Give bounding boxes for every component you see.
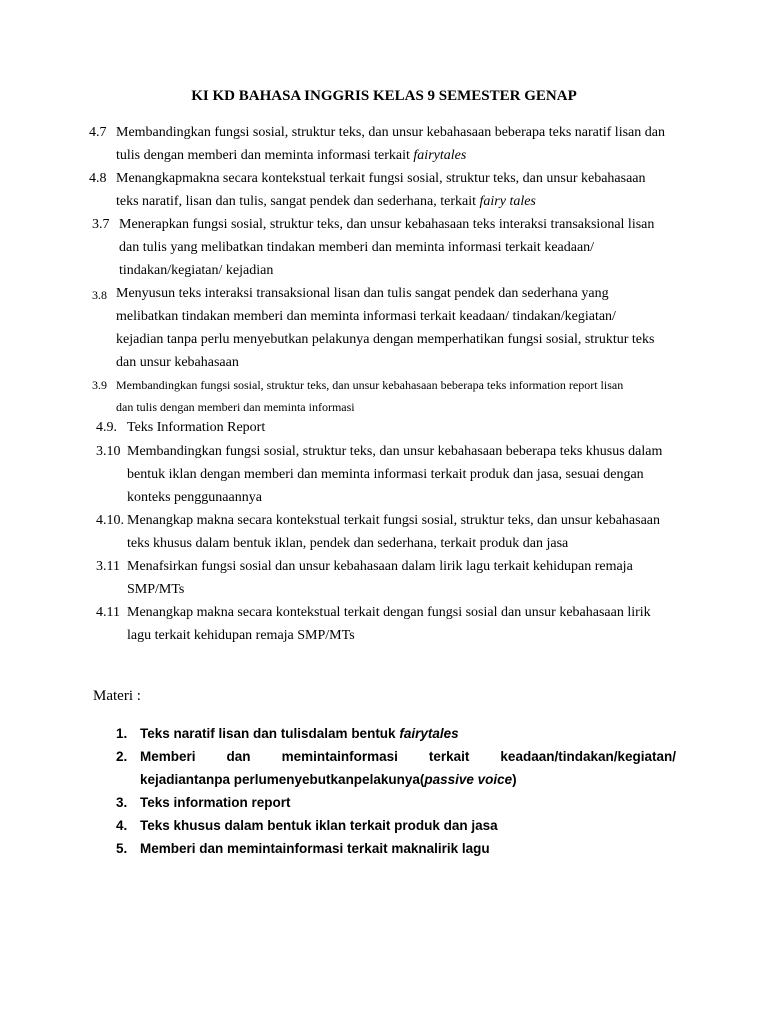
kd-line: Teks Information Report bbox=[127, 420, 266, 435]
list-item bbox=[116, 745, 676, 791]
kd-item-4-10 bbox=[96, 509, 660, 555]
kd-number: 4.8 bbox=[89, 171, 107, 186]
materi-list bbox=[116, 722, 676, 860]
kd-number: 3.10 bbox=[96, 444, 121, 459]
kd-line: Menyusun teks interaksi transaksional lisan dan tulis sangat pendek dan sederhana yang bbox=[116, 286, 609, 301]
kd-item-3-11 bbox=[96, 555, 633, 601]
materi-heading: Materi : bbox=[93, 688, 141, 704]
kd-number: 4.10. bbox=[96, 513, 124, 528]
kd-item-3-9 bbox=[92, 374, 623, 418]
kd-line: Membandingkan fungsi sosial, struktur teks, dan unsur kebahasaan beberapa teks naratif lisan dan bbox=[116, 125, 665, 140]
list-item bbox=[116, 837, 676, 860]
kd-number: 4.7 bbox=[89, 125, 107, 140]
kd-number: 3.7 bbox=[92, 217, 110, 232]
kd-item-4-8 bbox=[89, 167, 646, 213]
kd-line: dan unsur kebahasaan bbox=[116, 355, 239, 370]
kd-item-3-10 bbox=[96, 440, 662, 509]
justified-line bbox=[140, 745, 676, 768]
kd-line: teks khusus dalam bentuk iklan, pendek dan sederhana, terkait produk dan jasa bbox=[127, 536, 569, 551]
list-text: Teks information report bbox=[140, 795, 291, 810]
kd-item-4-11 bbox=[96, 601, 651, 647]
kd-item-4-7 bbox=[89, 121, 665, 167]
list-emphasis: passive voice bbox=[424, 772, 513, 787]
list-word: Memberi bbox=[140, 749, 196, 764]
list-text: kejadiantanpa perlumenyebutkanpelakunya( bbox=[140, 772, 425, 787]
list-number: 5. bbox=[116, 841, 128, 856]
kd-line: SMP/MTs bbox=[127, 582, 185, 597]
kd-line: Menerapkan fungsi sosial, struktur teks, dan unsur kebahasaan teks interaksi transaksional lisan bbox=[119, 217, 655, 232]
kd-number: 4.9. bbox=[96, 420, 117, 435]
kd-line: dan tulis yang melibatkan tindakan memberi dan meminta informasi terkait keadaan/ bbox=[119, 240, 595, 255]
page-title: KI KD BAHASA INGGRIS KELAS 9 SEMESTER GENAP bbox=[191, 88, 577, 104]
kd-number: 3.8 bbox=[92, 288, 107, 302]
kd-emphasis: fairytales bbox=[413, 148, 467, 163]
list-item bbox=[116, 791, 676, 814]
kd-line: Membandingkan fungsi sosial, struktur teks, dan unsur kebahasaan beberapa teks khusus dalam bbox=[127, 444, 663, 459]
kd-line: kejadian tanpa perlu menyebutkan pelakunya dengan memperhatikan fungsi sosial, struktur teks bbox=[116, 332, 655, 347]
kd-number: 3.9 bbox=[92, 378, 107, 392]
list-emphasis: fairytales bbox=[399, 726, 459, 741]
list-item bbox=[116, 814, 676, 837]
list-word: keadaan/tindakan/kegiatan/ bbox=[500, 749, 676, 764]
kd-line: tindakan/kegiatan/ kejadian bbox=[119, 263, 274, 278]
kd-emphasis: fairy tales bbox=[479, 194, 536, 209]
kd-line: bentuk iklan dengan memberi dan meminta informasi terkait produk dan jasa, sesuai dengan bbox=[127, 467, 644, 482]
list-item bbox=[116, 722, 676, 745]
kd-line: lagu terkait kehidupan remaja SMP/MTs bbox=[127, 628, 355, 643]
kd-line: Membandingkan fungsi sosial, struktur teks, dan unsur kebahasaan beberapa teks information report lisan bbox=[116, 378, 624, 392]
kd-item-3-7 bbox=[92, 213, 654, 282]
kd-line: tulis dengan memberi dan meminta informasi terkait bbox=[116, 148, 414, 163]
kd-line: teks naratif, lisan dan tulis, sangat pendek dan sederhana, terkait bbox=[116, 194, 480, 209]
kd-line: melibatkan tindakan memberi dan meminta informasi terkait keadaan/ tindakan/kegiatan/ bbox=[116, 309, 616, 324]
list-word: terkait bbox=[428, 749, 470, 764]
kd-line: Menangkap makna secara kontekstual terkait dengan fungsi sosial dan unsur kebahasaan lirik bbox=[127, 605, 651, 620]
kd-line: Menafsirkan fungsi sosial dan unsur kebahasaan dalam lirik lagu terkait kehidupan remaja bbox=[127, 559, 633, 574]
list-text-suffix: ) bbox=[512, 772, 517, 787]
list-word: dan bbox=[226, 749, 251, 764]
list-text: Teks naratif lisan dan tulisdalam bentuk bbox=[140, 726, 400, 741]
kd-line: Menangkap makna secara kontekstual terkait fungsi sosial, struktur teks, dan unsur kebahasaan bbox=[127, 513, 661, 528]
list-number: 2. bbox=[116, 749, 128, 764]
list-number: 3. bbox=[116, 795, 128, 810]
kd-number: 3.11 bbox=[96, 559, 120, 574]
list-number: 4. bbox=[116, 818, 128, 833]
kd-item-4-9 bbox=[96, 416, 265, 439]
kd-number: 4.11 bbox=[96, 605, 120, 620]
kd-line: Menangkapmakna secara kontekstual terkait fungsi sosial, struktur teks, dan unsur kebahasaan bbox=[116, 171, 646, 186]
kd-line: dan tulis dengan memberi dan meminta informasi bbox=[116, 400, 355, 414]
list-word: memintainformasi bbox=[281, 749, 398, 764]
list-number: 1. bbox=[116, 726, 128, 741]
kd-line: konteks penggunaannya bbox=[127, 490, 262, 505]
kd-item-3-8 bbox=[92, 282, 654, 374]
list-text: Memberi dan memintainformasi terkait maknalirik lagu bbox=[140, 841, 490, 856]
list-text: Teks khusus dalam bentuk iklan terkait produk dan jasa bbox=[140, 818, 498, 833]
